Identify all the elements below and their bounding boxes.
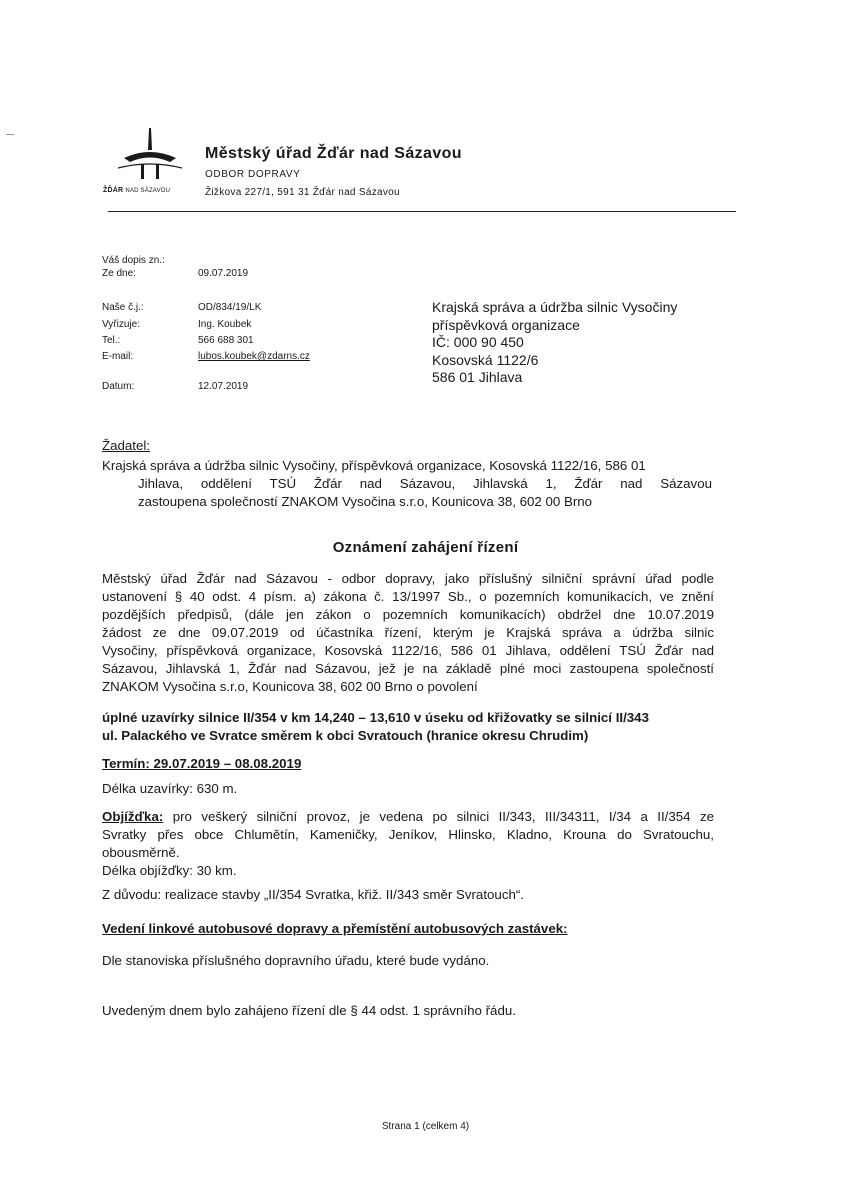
intro-line: Městský úřad Žďár nad Sázavou - odbor dopravy, jako příslušný silniční správní úřad podle — [102, 571, 714, 586]
term-dates: Termín: 29.07.2019 – 08.08.2019 — [102, 756, 302, 771]
office-department: ODBOR DOPRAVY — [205, 169, 301, 180]
date-value: 12.07.2019 — [198, 381, 249, 392]
logo-caption: ŽĎÁR NAD SÁZAVOU — [103, 187, 171, 194]
addressee-line: Krajská správa a údržba silnic Vysočiny — [432, 299, 678, 315]
intro-line: Sázavou, Jihlavská 1, Žďár nad Sázavou, jež je na základě plné moci zastoupena společností — [102, 661, 714, 676]
letter-date-value: 09.07.2019 — [198, 268, 249, 279]
intro-line: žádost ze dne 09.07.2019 od účastníka řízení, kterým je Krajská správa a údržba silnic — [102, 625, 714, 640]
office-name: Městský úřad Žďár nad Sázavou — [205, 145, 462, 162]
page-footer: Strana 1 (celkem 4) — [381, 1121, 470, 1132]
addressee-line: příspěvková organizace — [432, 316, 580, 333]
our-reference-value: OD/834/19/LK — [198, 302, 262, 313]
addressee-block — [432, 299, 677, 387]
detour-text: pro veškerý silniční provoz, je vedena po silnici II/343, III/34311, I/34 a II/354 ze — [163, 809, 714, 824]
office-address: Žižkova 227/1, 591 31 Žďár nad Sázavou — [205, 187, 400, 198]
document-title: Oznámení zahájení řízení — [332, 539, 519, 556]
your-letter-label: Váš dopis zn.: — [102, 255, 165, 266]
letter-date-label: Ze dne: — [102, 268, 136, 279]
date-label: Datum: — [102, 381, 135, 392]
detour-line: Svratky přes obce Chlumětín, Kameničky, Jeníkov, Hlinsko, Kladno, Krouna do Svratouchu, — [102, 827, 714, 842]
bus-heading: Vedení linkové autobusové dopravy a přemístění autobusových zastávek: — [102, 921, 568, 936]
applicant-label: Žadatel: — [102, 438, 151, 453]
phone-value: 566 688 301 — [198, 335, 254, 346]
phone-label: Tel.: — [102, 335, 121, 346]
addressee-line: Kosovská 1122/6 — [432, 351, 539, 368]
closure-line: ul. Palackého ve Svratce směrem k obci Svratouch (hranice okresu Chrudim) — [102, 728, 589, 743]
email-link[interactable]: lubos.koubek@zdarns.cz — [198, 351, 310, 362]
proceedings-started: Uvedeným dnem bylo zahájeno řízení dle § 44 odst. 1 správního řádu. — [102, 1003, 516, 1018]
closure-length: Délka uzavírky: 630 m. — [102, 781, 238, 796]
detour-line: obousměrně. — [102, 845, 180, 860]
closure-line: úplné uzavírky silnice II/354 v km 14,240 – 13,610 v úseku od křižovatky se silnicí II/343 — [102, 710, 649, 725]
bus-text: Dle stanoviska příslušného dopravního úřadu, které bude vydáno. — [102, 953, 490, 968]
addressee-line: IČ: 000 90 450 — [432, 334, 524, 350]
intro-line: Vysočiny, příspěvková organizace, Kosovská 1122/16, 586 01 Jihlava, oddělení TSÚ Žďár nad — [102, 643, 714, 658]
handled-by-value: Ing. Koubek — [198, 319, 252, 330]
detour-label: Objížďka: — [102, 809, 164, 824]
header-divider — [108, 211, 736, 212]
intro-line: ustanovení § 40 odst. 4 písm. a) zákona č. 13/1997 Sb., o pozemních komunikacích, ve znění — [102, 589, 714, 604]
applicant-line: zastoupena společností ZNAKOM Vysočina s.r.o, Kounicova 38, 602 00 Brno — [138, 494, 593, 509]
city-emblem-icon — [110, 124, 190, 196]
addressee-line: 586 01 Jihlava — [432, 369, 523, 385]
applicant-line: Krajská správa a údržba silnic Vysočiny, příspěvková organizace, Kosovská 1122/16, 586 01 — [102, 458, 646, 473]
detour-length: Délka objížďky: 30 km. — [102, 863, 237, 878]
scan-mark — [6, 134, 14, 135]
email-label: E-mail: — [102, 351, 134, 362]
our-reference-label: Naše č.j.: — [102, 302, 144, 313]
reason: Z důvodu: realizace stavby „II/354 Svratka, křiž. II/343 směr Svratouch“. — [102, 887, 524, 902]
detour-line — [102, 808, 714, 826]
intro-line: pozdějších předpisů, (dále jen zákon o pozemních komunikacích) obdržel dne 10.07.2019 — [102, 607, 714, 622]
applicant-line: Jihlava, oddělení TSÚ Žďár nad Sázavou, Jihlavská 1, Žďár nad Sázavou — [138, 476, 712, 491]
handled-by-label: Vyřizuje: — [102, 319, 140, 330]
intro-line: ZNAKOM Vysočina s.r.o, Kounicova 38, 602 00 Brno o povolení — [102, 679, 478, 694]
